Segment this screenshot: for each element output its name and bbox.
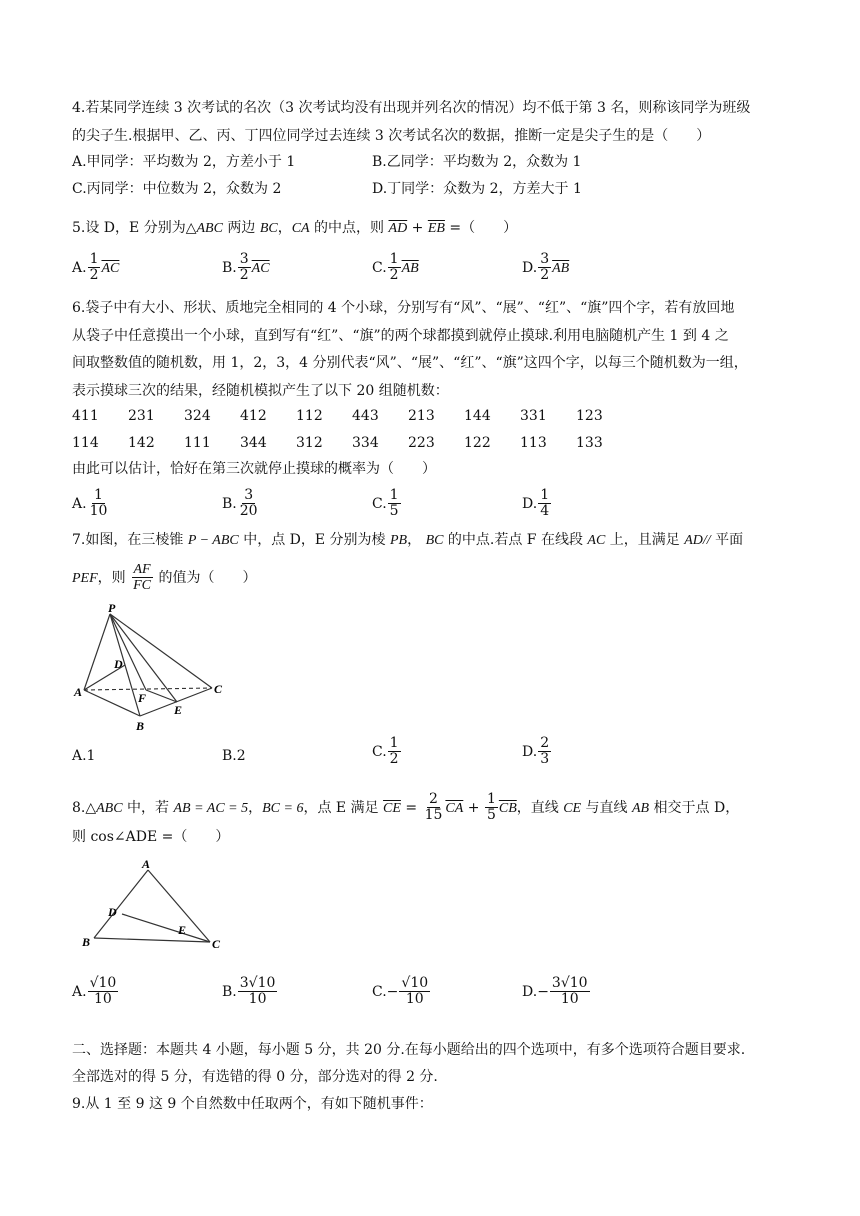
q8-option-d-sign: −: [537, 983, 549, 1000]
q6-option-b[interactable]: [222, 488, 261, 520]
frac-num: √10: [401, 975, 429, 991]
q8-line-ce: CE: [563, 800, 582, 816]
q8-option-d-frac: [550, 976, 590, 1008]
label-b: B: [136, 719, 145, 733]
q5-option-c[interactable]: [372, 252, 419, 284]
q7-plane-pef: PEF: [72, 570, 98, 586]
q8-plus: +: [463, 799, 484, 816]
label-e: E: [178, 923, 187, 937]
frac-num: AF: [133, 562, 151, 577]
random-number: 213: [408, 408, 435, 424]
q4-option-a[interactable]: A.甲同学：平均数为 2，方差小于 1: [72, 154, 296, 170]
random-number: 123: [576, 408, 603, 424]
q6-line-3: 间取整数值的随机数，用 1，2，3，4 分别代表“风”、“展”、“红”、“旗”这四个字，以每三个随机数为一组，: [72, 355, 748, 371]
random-number: 133: [576, 435, 603, 451]
q5-option-a-label: A.: [72, 259, 87, 276]
frac-den: 10: [94, 991, 112, 1008]
q5-triangle: △ABC: [185, 221, 223, 236]
q8-text-mid3: ，直线: [516, 799, 564, 816]
frac-num: 3: [540, 251, 550, 267]
q6-option-c-frac: [388, 488, 401, 520]
q8-option-c-label: C.: [372, 983, 387, 1000]
random-number: 312: [296, 435, 323, 451]
edge-pc: [110, 614, 212, 688]
random-number: 411: [72, 408, 99, 424]
q7-edge-pb: PB: [390, 533, 408, 548]
q8-option-b-label: B.: [222, 983, 237, 1000]
q5-vector-ad: $\overline{AD}$: [388, 221, 408, 236]
label-b: B: [82, 935, 91, 949]
q7-text-mid4: ，则: [97, 569, 131, 586]
q7-text-mid1: 中，点 D，E 分别为棱: [238, 532, 390, 548]
frac-den: 4: [540, 503, 550, 520]
edge-ac-hidden: [84, 688, 212, 690]
q5-sep: ，: [277, 220, 292, 236]
q5-vector-eb: $\overline{EB}$: [427, 221, 445, 236]
q5-plus: +: [407, 220, 428, 236]
random-number: 344: [240, 435, 267, 451]
frac-num: 1: [540, 487, 550, 503]
q8-line-ab: AB: [632, 800, 650, 816]
frac-den: FC: [133, 578, 151, 594]
q8-option-a-label: A.: [72, 983, 87, 1000]
q8-vector-ca: $\overline{CA}$: [445, 800, 464, 816]
q5-option-a-frac: [88, 252, 101, 284]
label-p: P: [108, 601, 116, 615]
q8-option-a[interactable]: [72, 976, 119, 1008]
label-e: E: [174, 703, 183, 717]
q6-option-c[interactable]: [372, 488, 402, 520]
frac-den: 20: [239, 503, 258, 520]
q7-option-c-label: C.: [372, 743, 387, 760]
frac-num: √10: [89, 975, 117, 991]
q7-text-post2: 的值为（ ）: [154, 569, 257, 586]
q7-seg-ac: AC: [587, 533, 606, 548]
q7-line-ad: AD//: [684, 533, 711, 548]
q6-option-d[interactable]: [522, 488, 552, 520]
random-number: 142: [128, 435, 155, 451]
section-2-line-2: 全部选对的得 5 分，有选错的得 0 分，部分选对的得 2 分.: [72, 1069, 438, 1085]
q5-option-d-frac: [538, 252, 551, 284]
q8-text-mid1: 中，若: [122, 799, 174, 816]
q7-option-d-frac: [538, 736, 551, 768]
frac-num: 2: [429, 791, 438, 807]
q5-option-a[interactable]: [72, 252, 119, 284]
q5-option-c-frac: [388, 252, 401, 284]
label-d: D: [108, 905, 117, 919]
q6-option-c-label: C.: [372, 495, 387, 512]
frac-num: 2: [540, 735, 550, 751]
frac-num: 3: [244, 487, 254, 503]
q4-line-1: 4.若某同学连续 3 次考试的名次（3 次考试均没有出现并列名次的情况）均不低于第 3 名，则称该同学为班级: [72, 100, 751, 116]
q4-option-c[interactable]: C.丙同学：中位数为 2，众数为 2: [72, 181, 282, 197]
frac-den: 3: [540, 751, 550, 768]
frac-num: 3√10: [239, 975, 276, 991]
q6-line-1: 6.袋子中有大小、形状、质地完全相同的 4 个小球，分别写有“风”、“展”、“红”、“旗”四个字，若有放回地: [72, 300, 735, 316]
q6-line-5: 由此可以估计，恰好在第三次就停止摸球的概率为（ ）: [72, 461, 436, 477]
edge-ab: [84, 690, 140, 716]
q7-option-a[interactable]: A.1: [72, 748, 96, 764]
q5-stem: [72, 217, 517, 240]
label-f: F: [138, 691, 147, 705]
random-number: 443: [352, 408, 379, 424]
q7-text-mid3: 上，且满足: [605, 532, 685, 548]
q6-option-b-frac: [238, 488, 260, 520]
q6-option-d-label: D.: [522, 495, 538, 512]
q7-ratio-frac: [131, 562, 153, 594]
q8-triangle: △ABC: [85, 800, 123, 816]
q8-line-2: 则 cos∠ADE =（ ）: [72, 829, 230, 845]
q5-option-b-label: B.: [222, 259, 237, 276]
q5-option-b-vector: $\overline{AC}$: [251, 260, 270, 276]
q8-option-c-sign: −: [386, 983, 399, 1000]
frac-den: 2: [89, 267, 99, 284]
q8-option-d-label: D.: [522, 983, 538, 1000]
q6-option-a-label: A.: [72, 495, 87, 512]
q8-frac-1: [423, 792, 445, 824]
frac-den: 10: [405, 991, 424, 1008]
q8-option-b[interactable]: [222, 976, 278, 1008]
random-number: 324: [184, 408, 211, 424]
label-a: A: [74, 685, 83, 699]
segment-pf: [110, 614, 146, 690]
q5-option-b[interactable]: [222, 252, 270, 284]
q7-line-2: [72, 562, 256, 594]
random-number: 114: [72, 435, 99, 451]
q8-text-post: 相交于点 D，: [649, 799, 740, 816]
q5-option-d-vector: $\overline{AB}$: [552, 260, 570, 276]
q6-line-4: 表示摸球三次的结果，经随机模拟产生了以下 20 组随机数：: [72, 383, 449, 399]
segment-dc: [122, 914, 210, 942]
q8-eq-sides: AB = AC = 5: [173, 800, 249, 816]
q7-edge-bc: BC: [425, 533, 444, 548]
label-c: C: [212, 937, 221, 951]
q5-option-c-label: C.: [372, 259, 387, 276]
q8-option-c[interactable]: [372, 976, 431, 1008]
q8-line-1: [72, 792, 739, 824]
q7-option-b[interactable]: B.2: [222, 748, 246, 764]
frac-den: 2: [389, 267, 399, 284]
q7-figure-edges: [84, 614, 212, 716]
edge-bc: [94, 938, 210, 942]
random-number: 231: [128, 408, 155, 424]
q8-text-pre: 8.: [72, 799, 86, 816]
q5-text-post: =（ ）: [444, 220, 518, 236]
q8-option-b-frac: [238, 976, 278, 1008]
q8-sep: ，: [248, 799, 263, 816]
frac-den: 2: [540, 267, 550, 284]
q5-option-c-vector: $\overline{AB}$: [401, 260, 419, 276]
q5-text-mid2: 的中点，则: [309, 220, 389, 236]
frac-den: 10: [560, 991, 579, 1008]
q7-option-c-frac: [388, 736, 401, 768]
edge-ab: [94, 870, 148, 938]
random-number: 122: [464, 435, 491, 451]
q7-option-c[interactable]: [372, 736, 402, 768]
q5-seg-bc: BC: [259, 221, 278, 236]
q7-text-post1: 平面: [710, 532, 744, 548]
frac-den: 10: [248, 991, 267, 1008]
section-2-line-1: 二、选择题：本题共 4 小题，每小题 5 分，共 20 分.在每小题给出的四个选项中，有多个选项符合题目要求.: [72, 1042, 746, 1058]
q8-option-d[interactable]: [522, 976, 591, 1008]
frac-den: 15: [424, 807, 443, 824]
q4-line-2: 的尖子生.根据甲、乙、丙、丁四位同学过去连续 3 次考试名次的数据，推断一定是尖子生的是（ ）: [72, 128, 711, 144]
q7-sep: ，: [407, 532, 426, 548]
frac-num: 1: [94, 487, 103, 503]
q8-eq-bc: BC = 6: [262, 800, 304, 816]
random-number: 334: [352, 435, 379, 451]
frac-num: 1: [486, 791, 496, 807]
q7-figure-hidden-edges: [84, 688, 212, 690]
label-c: C: [214, 682, 223, 696]
frac-num: 3√10: [551, 975, 588, 991]
random-number: 331: [520, 408, 547, 424]
q5-option-d-label: D.: [522, 259, 538, 276]
random-number: 111: [184, 435, 211, 451]
frac-den: 2: [389, 751, 399, 768]
q8-vector-ce: $\overline{CE}$: [383, 800, 401, 816]
q5-option-a-vector: $\overline{AC}$: [101, 260, 120, 276]
q8-option-c-frac: [399, 976, 430, 1008]
q5-text-mid1: 两边: [222, 220, 260, 236]
q5-option-b-frac: [238, 252, 251, 284]
frac-den: 5: [389, 503, 399, 520]
q4-option-d[interactable]: D.丁同学：众数为 2，方差大于 1: [372, 181, 582, 197]
q5-option-d[interactable]: [522, 252, 569, 284]
random-number: 144: [464, 408, 491, 424]
frac-num: 1: [389, 487, 399, 503]
q8-option-a-frac: [88, 976, 119, 1008]
q6-option-d-frac: [538, 488, 551, 520]
q7-option-d[interactable]: [522, 736, 552, 768]
q7-text-mid2: 的中点.若点 F 在线段: [443, 532, 588, 548]
q5-seg-ca: CA: [291, 221, 310, 236]
random-number: 113: [520, 435, 547, 451]
frac-num: 1: [89, 251, 99, 267]
q6-random-row-2: [72, 432, 632, 454]
q7-line-1: [72, 529, 743, 552]
q8-text-mid4: 与直线: [581, 799, 632, 816]
random-number: 112: [296, 408, 323, 424]
q7-option-d-label: D.: [522, 743, 538, 760]
label-a: A: [142, 857, 151, 871]
random-number: 412: [240, 408, 267, 424]
q8-text-mid2: ，点 E 满足: [303, 799, 384, 816]
q7-tetrahedron-figure: [72, 598, 242, 738]
q7-tetrahedron: P − ABC: [187, 533, 239, 548]
random-number: 223: [408, 435, 435, 451]
frac-num: 3: [239, 251, 249, 267]
frac-den: 5: [486, 807, 496, 824]
q6-option-b-label: B.: [222, 495, 237, 512]
frac-den: 10: [89, 503, 108, 520]
frac-num: 1: [389, 251, 399, 267]
frac-den: 2: [239, 267, 249, 284]
q6-random-row-1: [72, 405, 632, 427]
q6-line-2: 从袋子中任意摸出一个小球，直到写有“红”、“旗”的两个球都摸到就停止摸球.利用电脑随机产生 1 到 4 之: [72, 328, 729, 344]
q8-vector-cb: $\overline{CB}$: [498, 800, 517, 816]
q4-option-b[interactable]: B.乙同学：平均数为 2，众数为 1: [372, 154, 582, 170]
label-d: D: [114, 657, 123, 671]
q8-equals: =: [400, 799, 422, 816]
q9-line-1: 9.从 1 至 9 这 9 个自然数中任取两个，有如下随机事件：: [72, 1096, 433, 1112]
frac-num: 1: [389, 735, 399, 751]
q8-triangle-figure: [72, 856, 242, 956]
edge-pa: [84, 614, 110, 690]
q8-frac-2: [485, 792, 498, 824]
q7-text-pre: 7.如图，在三棱锥: [72, 532, 188, 548]
q6-option-a-frac: [88, 488, 110, 520]
q6-option-a[interactable]: [72, 488, 110, 520]
q5-text-pre: 5.设 D，E 分别为: [72, 220, 186, 236]
